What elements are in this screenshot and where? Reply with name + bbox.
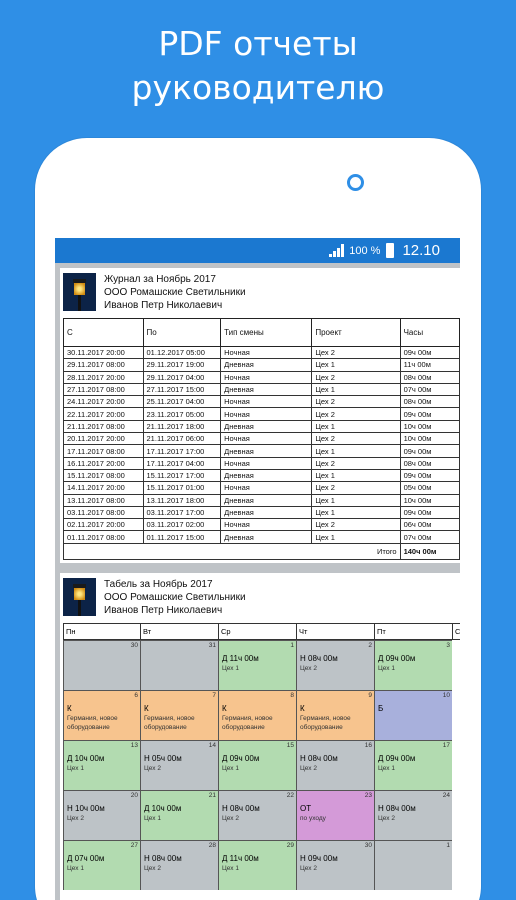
weekday-wed: Ср xyxy=(218,623,296,640)
cell-hours: 10ч 00м xyxy=(400,420,459,432)
table-row xyxy=(64,519,460,531)
day-number: 1 xyxy=(446,842,450,849)
cell-project: Цех 1 xyxy=(312,420,400,432)
day-entry: Д 10ч 00м xyxy=(144,804,182,813)
cell-to: 29.11.2017 19:00 xyxy=(143,359,221,371)
calendar-day-cell xyxy=(296,690,374,740)
cell-hours: 09ч 00м xyxy=(400,347,459,359)
cell-shift-type: Ночная xyxy=(221,433,312,445)
calendar-day-cell xyxy=(63,790,140,840)
day-detail: Цех 1 xyxy=(222,665,239,672)
cell-hours: 10ч 00м xyxy=(400,494,459,506)
day-entry: Б xyxy=(378,704,384,713)
day-detail: Цех 1 xyxy=(222,865,239,872)
day-entry: Н 08ч 00м xyxy=(300,754,338,763)
cell-hours: 09ч 00м xyxy=(400,408,459,420)
day-detail: Цех 2 xyxy=(222,815,239,822)
day-number: 1 xyxy=(290,642,294,649)
cell-hours: 05ч 00м xyxy=(400,482,459,494)
calendar-day-cell xyxy=(140,640,218,690)
cell-to: 01.11.2017 15:00 xyxy=(143,531,221,543)
journal-header xyxy=(60,268,460,318)
day-detail: Германия, новое оборудование xyxy=(144,715,195,731)
day-number: 15 xyxy=(286,742,294,749)
day-entry: Д 10ч 00м xyxy=(67,754,105,763)
cell-project: Цех 2 xyxy=(312,396,400,408)
day-entry: Н 09ч 00м xyxy=(300,854,338,863)
cell-hours: 11ч 00м xyxy=(400,359,459,371)
day-entry: Н 08ч 00м xyxy=(378,804,416,813)
day-number: 29 xyxy=(286,842,294,849)
journal-title: Журнал за Ноябрь 2017 xyxy=(104,274,216,285)
signal-icon xyxy=(329,244,346,257)
calendar-day-cell xyxy=(218,790,296,840)
cell-shift-type: Дневная xyxy=(221,531,312,543)
day-number: 31 xyxy=(208,642,216,649)
table-row xyxy=(64,383,460,395)
weekday-sat: С xyxy=(452,623,460,640)
day-entry: Н 10ч 00м xyxy=(67,804,105,813)
calendar-day-cell xyxy=(374,640,452,690)
cell-to: 15.11.2017 01:00 xyxy=(143,482,221,494)
cell-from: 15.11.2017 08:00 xyxy=(64,469,144,481)
cell-project: Цех 1 xyxy=(312,494,400,506)
cell-project: Цех 2 xyxy=(312,457,400,469)
day-number: 13 xyxy=(130,742,138,749)
cell-to: 21.11.2017 06:00 xyxy=(143,433,221,445)
table-row xyxy=(64,347,460,359)
timesheet-report[interactable] xyxy=(60,573,460,900)
promo-title-line1: PDF отчеты xyxy=(158,24,358,63)
weekday-mon: Пн xyxy=(63,623,140,640)
cell-from: 29.11.2017 08:00 xyxy=(64,359,144,371)
cell-hours: 08ч 00м xyxy=(400,371,459,383)
cell-shift-type: Ночная xyxy=(221,519,312,531)
cell-to: 17.11.2017 04:00 xyxy=(143,457,221,469)
timesheet-person: Иванов Петр Николаевич xyxy=(104,605,223,616)
cell-shift-type: Дневная xyxy=(221,359,312,371)
day-number: 28 xyxy=(208,842,216,849)
table-row xyxy=(64,457,460,469)
cell-project: Цех 2 xyxy=(312,408,400,420)
battery-percent: 100 % xyxy=(349,244,381,257)
calendar-day-cell xyxy=(218,690,296,740)
cell-from: 24.11.2017 20:00 xyxy=(64,396,144,408)
cell-shift-type: Ночная xyxy=(221,371,312,383)
day-entry: Д 09ч 00м xyxy=(378,654,416,663)
cell-from: 14.11.2017 20:00 xyxy=(64,482,144,494)
col-header-from: С xyxy=(64,319,144,347)
cell-hours: 09ч 00м xyxy=(400,469,459,481)
cell-to: 27.11.2017 15:00 xyxy=(143,383,221,395)
cell-from: 03.11.2017 08:00 xyxy=(64,506,144,518)
cell-project: Цех 1 xyxy=(312,359,400,371)
cell-from: 21.11.2017 08:00 xyxy=(64,420,144,432)
day-entry: Д 07ч 00м xyxy=(67,854,105,863)
day-detail: Цех 1 xyxy=(222,765,239,772)
cell-project: Цех 2 xyxy=(312,347,400,359)
table-row xyxy=(64,482,460,494)
table-row xyxy=(64,433,460,445)
day-entry: Н 08ч 00м xyxy=(300,654,338,663)
cell-to: 13.11.2017 18:00 xyxy=(143,494,221,506)
table-row xyxy=(64,531,460,543)
cell-from: 22.11.2017 20:00 xyxy=(64,408,144,420)
cell-to: 29.11.2017 04:00 xyxy=(143,371,221,383)
cell-from: 13.11.2017 08:00 xyxy=(64,494,144,506)
day-number: 30 xyxy=(130,642,138,649)
cell-hours: 09ч 00м xyxy=(400,506,459,518)
cell-to: 03.11.2017 17:00 xyxy=(143,506,221,518)
calendar-day-cell xyxy=(296,840,374,890)
calendar-day-cell xyxy=(374,790,452,840)
day-entry: Н 05ч 00м xyxy=(144,754,182,763)
cell-shift-type: Дневная xyxy=(221,469,312,481)
day-number: 14 xyxy=(208,742,216,749)
day-detail: Цех 2 xyxy=(144,765,161,772)
cell-project: Цех 1 xyxy=(312,383,400,395)
weekday-header xyxy=(63,623,460,640)
cell-shift-type: Дневная xyxy=(221,383,312,395)
cell-shift-type: Ночная xyxy=(221,347,312,359)
total-value: 140ч 00м xyxy=(400,543,459,559)
cell-project: Цех 1 xyxy=(312,445,400,457)
calendar-day-cell xyxy=(63,740,140,790)
promo-title xyxy=(0,22,516,110)
day-number: 24 xyxy=(442,792,450,799)
col-header-hours: Часы xyxy=(400,319,459,347)
calendar-day-cell xyxy=(63,840,140,890)
timesheet-company: ООО Ромашские Светильники xyxy=(104,592,246,603)
calendar-day-cell xyxy=(374,740,452,790)
day-entry: Н 08ч 00м xyxy=(144,854,182,863)
day-detail: Цех 2 xyxy=(300,865,317,872)
cell-to: 03.11.2017 02:00 xyxy=(143,519,221,531)
table-row xyxy=(64,494,460,506)
day-number: 8 xyxy=(290,692,294,699)
cell-project: Цех 1 xyxy=(312,506,400,518)
timesheet-header xyxy=(60,573,460,623)
day-entry: Д 11ч 00м xyxy=(222,854,259,863)
journal-report[interactable] xyxy=(60,268,460,563)
calendar-day-cell xyxy=(218,740,296,790)
status-bar xyxy=(55,238,460,263)
timesheet-calendar xyxy=(63,640,460,890)
journal-company: ООО Ромашские Светильники xyxy=(104,287,246,298)
timesheet-title: Табель за Ноябрь 2017 xyxy=(104,579,213,590)
day-number: 27 xyxy=(130,842,138,849)
calendar-day-cell xyxy=(140,740,218,790)
battery-icon xyxy=(386,243,394,258)
day-entry: ОТ xyxy=(300,804,312,813)
calendar-day-cell xyxy=(374,840,452,890)
journal-table xyxy=(63,318,460,560)
cell-project: Цех 2 xyxy=(312,482,400,494)
cell-to: 17.11.2017 17:00 xyxy=(143,445,221,457)
cell-shift-type: Ночная xyxy=(221,408,312,420)
cell-to: 15.11.2017 17:00 xyxy=(143,469,221,481)
day-entry: Д 09ч 00м xyxy=(222,754,260,763)
cell-shift-type: Ночная xyxy=(221,457,312,469)
day-detail: Германия, новое оборудование xyxy=(67,715,118,731)
calendar-day-cell xyxy=(218,840,296,890)
day-entry: Д 09ч 00м xyxy=(378,754,416,763)
weekday-tue: Вт xyxy=(140,623,218,640)
cell-project: Цех 2 xyxy=(312,371,400,383)
clock: 12.10 xyxy=(402,242,440,259)
day-number: 17 xyxy=(442,742,450,749)
cell-hours: 06ч 00м xyxy=(400,519,459,531)
front-camera xyxy=(347,174,364,191)
day-entry: К xyxy=(67,704,72,713)
day-detail: по уходу xyxy=(300,815,326,822)
calendar-day-cell xyxy=(140,690,218,740)
col-header-shift-type: Тип смены xyxy=(221,319,312,347)
day-number: 2 xyxy=(368,642,372,649)
day-detail: Цех 1 xyxy=(144,815,161,822)
day-detail: Цех 1 xyxy=(378,665,395,672)
cell-project: Цех 1 xyxy=(312,469,400,481)
cell-from: 02.11.2017 20:00 xyxy=(64,519,144,531)
day-number: 3 xyxy=(446,642,450,649)
journal-person: Иванов Петр Николаевич xyxy=(104,300,223,311)
day-entry: К xyxy=(300,704,305,713)
calendar-day-cell xyxy=(374,690,452,740)
cell-to: 23.11.2017 05:00 xyxy=(143,408,221,420)
day-detail: Цех 1 xyxy=(67,865,84,872)
cell-shift-type: Дневная xyxy=(221,494,312,506)
cell-hours: 08ч 00м xyxy=(400,396,459,408)
cell-from: 28.11.2017 20:00 xyxy=(64,371,144,383)
cell-project: Цех 1 xyxy=(312,531,400,543)
calendar-day-cell xyxy=(63,640,140,690)
cell-from: 01.11.2017 08:00 xyxy=(64,531,144,543)
cell-to: 25.11.2017 04:00 xyxy=(143,396,221,408)
day-number: 16 xyxy=(364,742,372,749)
cell-hours: 07ч 00м xyxy=(400,531,459,543)
weekday-thu: Чт xyxy=(296,623,374,640)
table-row xyxy=(64,469,460,481)
cell-project: Цех 2 xyxy=(312,519,400,531)
calendar-day-cell xyxy=(140,790,218,840)
day-number: 20 xyxy=(130,792,138,799)
day-detail: Цех 1 xyxy=(67,765,84,772)
cell-shift-type: Ночная xyxy=(221,396,312,408)
cell-hours: 09ч 00м xyxy=(400,445,459,457)
day-detail: Цех 2 xyxy=(378,815,395,822)
day-entry: К xyxy=(144,704,149,713)
lamp-logo-icon xyxy=(63,578,96,616)
day-detail: Германия, новое оборудование xyxy=(300,715,351,731)
day-detail: Цех 2 xyxy=(67,815,84,822)
day-number: 9 xyxy=(368,692,372,699)
cell-shift-type: Дневная xyxy=(221,420,312,432)
cell-to: 01.12.2017 05:00 xyxy=(143,347,221,359)
cell-from: 20.11.2017 20:00 xyxy=(64,433,144,445)
calendar-day-cell xyxy=(296,740,374,790)
day-detail: Цех 1 xyxy=(378,765,395,772)
table-row xyxy=(64,506,460,518)
table-row xyxy=(64,359,460,371)
cell-hours: 08ч 00м xyxy=(400,457,459,469)
day-number: 23 xyxy=(364,792,372,799)
day-detail: Цех 2 xyxy=(144,865,161,872)
cell-shift-type: Дневная xyxy=(221,506,312,518)
cell-from: 16.11.2017 20:00 xyxy=(64,457,144,469)
day-entry: Н 08ч 00м xyxy=(222,804,260,813)
day-detail: Цех 2 xyxy=(300,665,317,672)
table-row xyxy=(64,445,460,457)
cell-shift-type: Ночная xyxy=(221,482,312,494)
calendar-day-cell xyxy=(140,840,218,890)
calendar-day-cell xyxy=(63,690,140,740)
day-number: 6 xyxy=(134,692,138,699)
cell-from: 27.11.2017 08:00 xyxy=(64,383,144,395)
day-number: 21 xyxy=(208,792,216,799)
cell-hours: 07ч 00м xyxy=(400,383,459,395)
col-header-project: Проект xyxy=(312,319,400,347)
lamp-logo-icon xyxy=(63,273,96,311)
calendar-day-cell xyxy=(296,640,374,690)
day-number: 10 xyxy=(442,692,450,699)
table-row xyxy=(64,420,460,432)
day-detail: Цех 2 xyxy=(300,765,317,772)
day-number: 22 xyxy=(286,792,294,799)
day-number: 7 xyxy=(212,692,216,699)
cell-from: 17.11.2017 08:00 xyxy=(64,445,144,457)
day-entry: К xyxy=(222,704,227,713)
cell-project: Цех 2 xyxy=(312,433,400,445)
total-row xyxy=(64,543,460,559)
day-entry: Д 11ч 00м xyxy=(222,654,259,663)
calendar-day-cell xyxy=(296,790,374,840)
promo-title-line2: руководителю xyxy=(131,68,385,107)
day-number: 30 xyxy=(364,842,372,849)
cell-hours: 10ч 00м xyxy=(400,433,459,445)
cell-from: 30.11.2017 20:00 xyxy=(64,347,144,359)
table-row xyxy=(64,396,460,408)
table-row xyxy=(64,371,460,383)
cell-shift-type: Дневная xyxy=(221,445,312,457)
calendar-day-cell xyxy=(218,640,296,690)
weekday-fri: Пт xyxy=(374,623,452,640)
cell-to: 21.11.2017 18:00 xyxy=(143,420,221,432)
phone-screen xyxy=(55,238,460,900)
col-header-to: По xyxy=(143,319,221,347)
day-detail: Германия, новое оборудование xyxy=(222,715,273,731)
table-row xyxy=(64,408,460,420)
total-label: Итого xyxy=(64,543,401,559)
